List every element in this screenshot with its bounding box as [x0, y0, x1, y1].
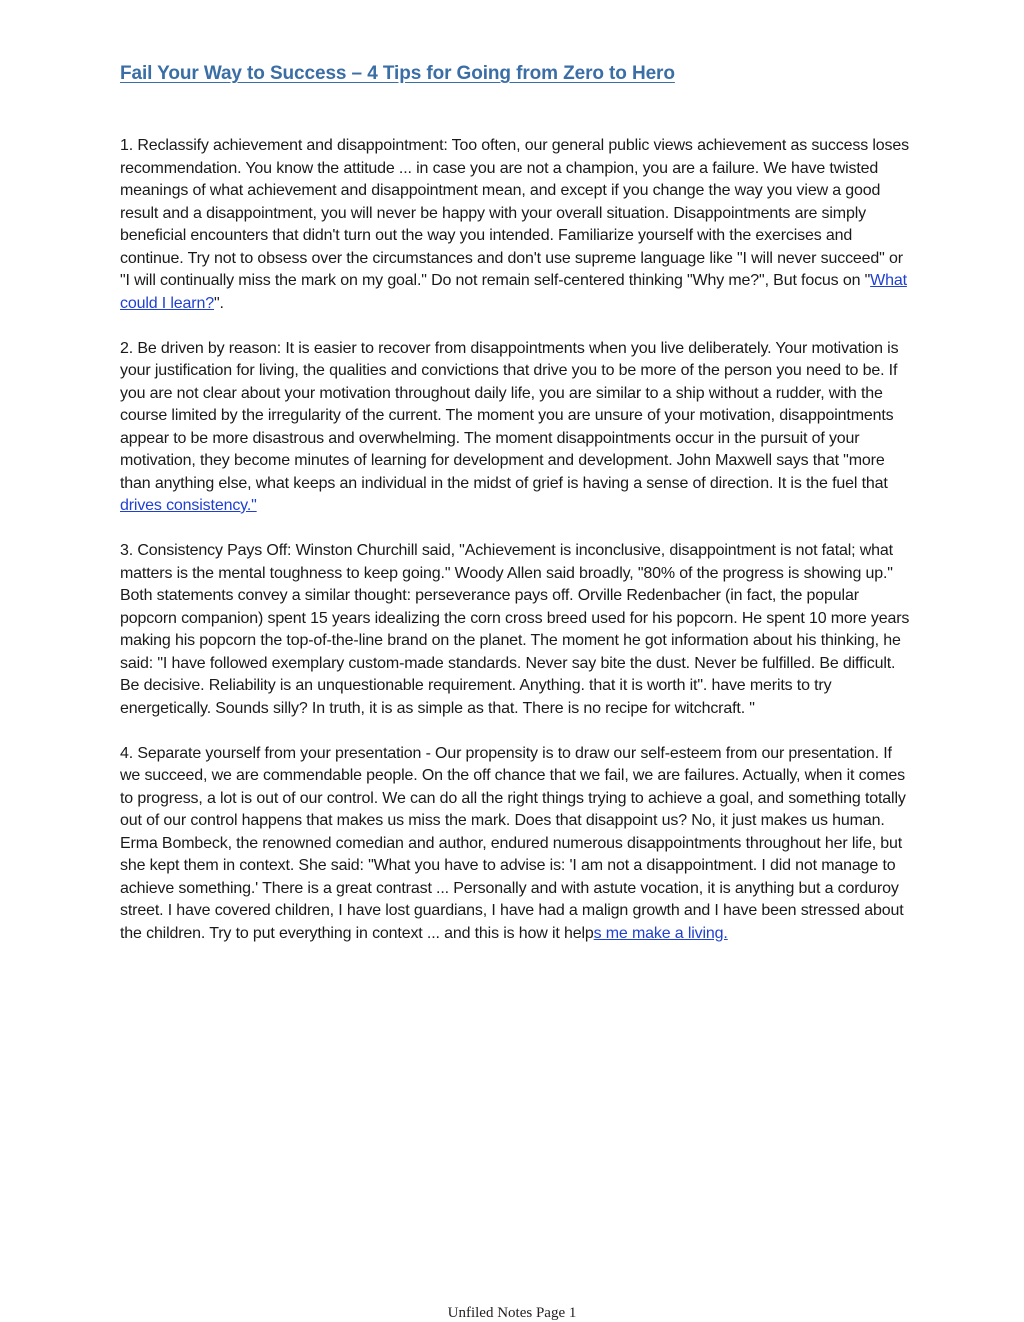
link-what-could-i-learn[interactable]: What could I learn?	[120, 272, 907, 312]
paragraph-4	[120, 743, 910, 946]
paragraph-text: 4. Separate yourself from your presentation - Our propensity is to draw our self-esteem from our presentation. If we succeed, we are commendable people. On the off chance that we fail, we are failures. Actually, when it comes to progress, a lot is out of our control. We can do all the right things trying to achieve a goal, and something totally out of our control happens that makes us miss the mark. Does that disappoint us? No, it just makes us human. Erma Bombeck, the renowned comedian and author, endured numerous disappointments throughout her life, but she kept them in context. She said: "What you have to advise is: 'I am not a disappointment. I did not manage to achieve something.' There is a great contrast ... Personally and with astute vocation, it is anything but a corduroy street. I have covered children, I have lost guardians, I have had a malign growth and I have been stressed about the children. Try to put everything in context ... and this is how it help	[120, 744, 906, 942]
link-make-a-living[interactable]: s me make a living.	[593, 924, 728, 942]
paragraph-1	[120, 135, 910, 315]
paragraph-text: 1. Reclassify achievement and disappointment: Too often, our general public views achievement as success loses recommendation. You know the attitude ... in case you are not a champion, you are a failure. We have twisted meanings of what achievement and disappointment mean, and except if you change the way you view a good result and a disappointment, you will never be happy with your overall situation. Disappointments are simply beneficial encounters that didn't turn out the way you intended. Familiarize yourself with the exercises and continue. Try not to obsess over the circumstances and don't use supreme language like "I will never succeed" or "I will continually miss the mark on my goal." Do not remain self-centered thinking "Why me?", But focus on "	[120, 137, 909, 289]
document-title: Fail Your Way to Success – 4 Tips for Going from Zero to Hero	[120, 63, 675, 84]
paragraph-3	[120, 540, 910, 720]
page-footer: Unfiled Notes Page 1	[447, 1305, 577, 1321]
document-body	[120, 60, 910, 968]
paragraph-text: ".	[213, 294, 224, 312]
paragraph-text: 2. Be driven by reason: It is easier to recover from disappointments when you live deliberately. Your motivation is your justification for living, the qualities and convictions that drive you to be more of the person you need to be. If you are not clear about your motivation throughout daily life, you are similar to a ship without a rudder, with the course limited by the irregularity of the current. The moment you are unsure of your motivation, disappointments appear to be more disastrous and overwhelming. The moment disappointments occur in the pursuit of your motivation, they become minutes of learning for development and development. John Maxwell says that "more than anything else, what keeps an individual in the midst of grief is having a sense of direction. It is the fuel that	[120, 339, 899, 492]
link-drives-consistency[interactable]: drives consistency."	[120, 497, 257, 514]
paragraph-2	[120, 338, 910, 518]
paragraph-text: 3. Consistency Pays Off: Winston Churchill said, "Achievement is inconclusive, disappointment is not fatal; what matters is the mental toughness to keep going." Woody Allen said broadly, "80% of the progress is showing up." Both statements convey a similar thought: perseverance pays off. Orville Redenbacher (in fact, the popular popcorn companion) spent 15 years idealizing the corn cross breed used for his popcorn. He spent 10 more years making his popcorn the top-of-the-line brand on the planet. The moment he got information about his thinking, he said: "I have followed exemplary custom-made standards. Never say bite the dust. Never be fulfilled. Be difficult. Be decisive. Reliability is an unquestionable requirement. Anything. that it is worth it". have merits to try energetically. Sounds silly? In truth, it is as simple as that. There is no recipe for witchcraft. "	[120, 542, 910, 717]
